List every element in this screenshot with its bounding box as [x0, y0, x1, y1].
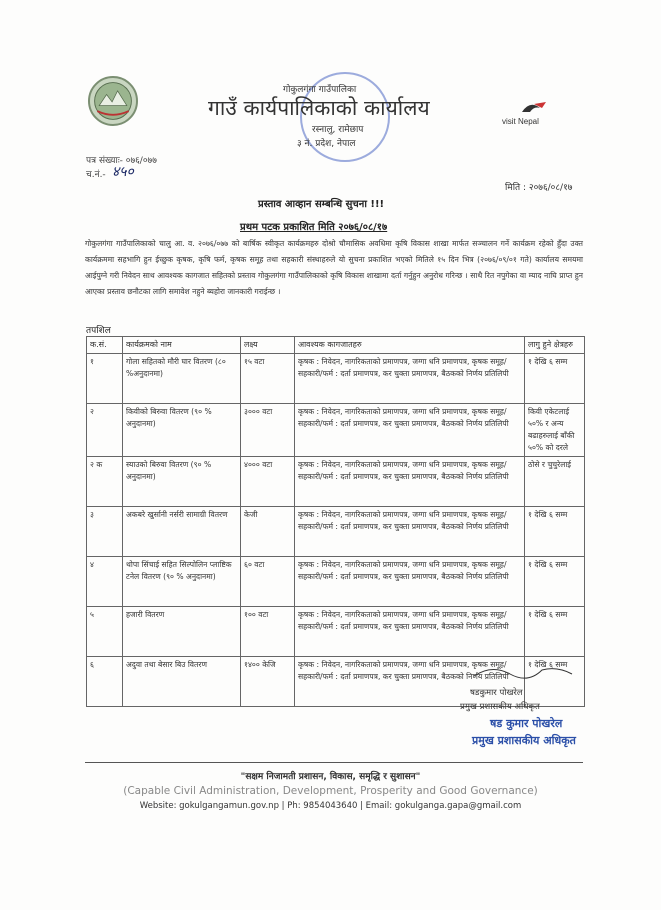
dispatch-number-label: च.नं.-: [86, 170, 106, 180]
footer-english-slogan: (Capable Civil Administration, Development, Prosperity and Good Governance): [123, 785, 538, 797]
cell-program-name: गोला सहितको मौरी घार वितरण (८० %अनुदानमा): [123, 354, 241, 404]
notice-subject: प्रस्ताव आव्हान सम्बन्धि सुचना !!!: [258, 199, 385, 210]
municipality-name: गोकुलगंगा गाउँपालिका: [283, 85, 357, 95]
dispatch-number-handwritten: ४५०: [112, 164, 134, 180]
cell-area: १ देखि ६ सम्म: [525, 507, 585, 557]
cell-target: ६० वटा: [241, 557, 295, 607]
cell-documents: कृषक : निवेदन, नागरिकताको प्रमाणपत्र, जग्गा धनि प्रमाणपत्र, कृषक समूह/सहकारी/फर्म : दर्ता प्रमाणपत्र, कर चुक्ता प्रमाणपत्र, बैठकको निर्णय प्रतिलिपी: [295, 404, 525, 457]
visit-nepal-icon: [500, 98, 560, 128]
letter-date: मिति : २०७६/०८/१७: [505, 183, 573, 193]
cell-documents: कृषक : निवेदन, नागरिकताको प्रमाणपत्र, जग्गा धनि प्रमाणपत्र, कृषक समूह/सहकारी/फर्म : दर्ता प्रमाणपत्र, कर चुक्ता प्रमाणपत्र, बैठकको निर्णय प्रतिलिपी: [295, 457, 525, 507]
footer-divider: [85, 762, 583, 763]
cell-area: किवी एकेटलाई ५०% र अन्य बढाहरुलाई बाँकी ५०% को दरले: [525, 404, 585, 457]
cell-sn: ५: [87, 607, 123, 657]
cell-area: १ देखि ६ सम्म: [525, 557, 585, 607]
stamp-name: षड कुमार पोखरेल: [490, 717, 563, 730]
cell-program-name: हजारी वितरण: [123, 607, 241, 657]
cell-sn: ३: [87, 507, 123, 557]
handwritten-signature: [472, 662, 582, 680]
cell-target: १४०० केजि: [241, 657, 295, 707]
cell-program-name: किवीको बिरुवा वितरण (९० % अनुदानमा): [123, 404, 241, 457]
cell-program-name: थोपा सिंचाई सहित सिल्पोलिन प्लाष्टिक टनेल वितरण (९० % अनुदानमा): [123, 557, 241, 607]
cell-target: ४००० वटा: [241, 457, 295, 507]
cell-documents: कृषक : निवेदन, नागरिकताको प्रमाणपत्र, जग्गा धनि प्रमाणपत्र, कृषक समूह/सहकारी/फर्म : दर्ता प्रमाणपत्र, कर चुक्ता प्रमाणपत्र, बैठकको निर्णय प्रतिलिपी: [295, 557, 525, 607]
cell-program-name: अदुवा तथा बेसार बिउ वितरण: [123, 657, 241, 707]
cell-sn: १: [87, 354, 123, 404]
cell-documents: कृषक : निवेदन, नागरिकताको प्रमाणपत्र, जग्गा धनि प्रमाणपत्र, कृषक समूह/सहकारी/फर्म : दर्ता प्रमाणपत्र, कर चुक्ता प्रमाणपत्र, बैठकको निर्णय प्रतिलिपी: [295, 354, 525, 404]
cell-sn: २ क: [87, 457, 123, 507]
visit-nepal-logo: [500, 98, 560, 128]
header-target: लक्ष्य: [241, 337, 295, 354]
program-table: [86, 336, 585, 707]
table-row: [87, 457, 585, 507]
footer-contact: Website: gokulgangamun.gov.np | Ph: 9854043640 | Email: gokulganga.gapa@gmail.com: [139, 801, 522, 811]
annex-label: तपशिल: [86, 326, 111, 336]
visit-nepal-text: visit Nepal: [502, 117, 539, 126]
cell-program-name: अकबरे खुर्सानी नर्सरी सामाग्री वितरण: [123, 507, 241, 557]
office-title: गाउँ कार्यपालिकाको कार्यालय: [208, 96, 430, 120]
header-program-name: कार्यक्रमको नाम: [123, 337, 241, 354]
table-row: [87, 354, 585, 404]
cell-program-name: स्याउको बिरुवा वितरण (९० % अनुदानमा): [123, 457, 241, 507]
table-row: [87, 507, 585, 557]
cell-sn: ६: [87, 657, 123, 707]
signature-scribble-icon: [472, 662, 582, 680]
table-row: [87, 607, 585, 657]
notice-body: गोकुलगंगा गाउँपालिकाको चालु आ. व. २०७६/०७७ को बार्षिक स्वीकृत कार्यक्रमहरु दोश्रो चौमासिक अवधिमा कृषि विकास शाखा मार्फत सञ्चालन गर्ने कार्यक्रम रहेको हुँदा उक्त कार्यक्रममा सहभागि हुन ईच्छुक कृषक, कृषि फर्म, कृषक समूह तथा सहकारी संस्थाहरुले यो सुचना प्रकाशित भएको मितिले १५ दिन भित्र (२०७६/०९/०१ गते) कार्यालय समयमा आईपुग्ने गरी निवेदन साथ आवश्यक कागजात सहितको प्रस्ताव गोकुलगंगा गाउँपालिकाको कृषि विकास शाखामा दर्ता गर्नुहुन अनुरोध गरिन्छ । साथै रित नपुगेका वा म्याद नाघि प्राप्त हुन आएका प्रस्ताव छनौटका लागि समावेश नहुने ब्यहोरा जानकारी गराईन्छ ।: [85, 239, 583, 296]
cell-area: १ देखि ६ सम्म: [525, 607, 585, 657]
cell-area: ठोसे र चुचुरेलाई: [525, 457, 585, 507]
emblem-icon: [90, 78, 136, 124]
address-line1: रस्नालु, रामेछाप: [312, 125, 364, 135]
cell-documents: कृषक : निवेदन, नागरिकताको प्रमाणपत्र, जग्गा धनि प्रमाणपत्र, कृषक समूह/सहकारी/फर्म : दर्ता प्रमाणपत्र, कर चुक्ता प्रमाणपत्र, बैठकको निर्णय प्रतिलिपी: [295, 657, 525, 707]
signatory-title: प्रमुख प्रशासकीय अधिकृत: [460, 702, 540, 712]
cell-documents: कृषक : निवेदन, नागरिकताको प्रमाणपत्र, जग्गा धनि प्रमाणपत्र, कृषक समूह/सहकारी/फर्म : दर्ता प्रमाणपत्र, कर चुक्ता प्रमाणपत्र, बैठकको निर्णय प्रतिलिपी: [295, 507, 525, 557]
header-sn: क.सं.: [87, 337, 123, 354]
cell-sn: ४: [87, 557, 123, 607]
address-line2: ३ नं. प्रदेश, नेपाल: [297, 139, 356, 149]
cell-sn: २: [87, 404, 123, 457]
table-header-row: [87, 337, 585, 354]
table-row: [87, 404, 585, 457]
first-published-date: प्रथम पटक प्रकाशित मिति २०७६/०८/१७: [240, 222, 388, 233]
reference-number: पत्र संख्याः- ०७६/०७७: [86, 156, 157, 166]
cell-target: १०० वटा: [241, 607, 295, 657]
cell-target: १५ वटा: [241, 354, 295, 404]
table-row: [87, 557, 585, 607]
stamp-title: प्रमुख प्रशासकीय अधिकृत: [472, 734, 576, 747]
cell-documents: कृषक : निवेदन, नागरिकताको प्रमाणपत्र, जग्गा धनि प्रमाणपत्र, कृषक समूह/सहकारी/फर्म : दर्ता प्रमाणपत्र, कर चुक्ता प्रमाणपत्र, बैठकको निर्णय प्रतिलिपी: [295, 607, 525, 657]
cell-target: केजी: [241, 507, 295, 557]
cell-target: ३००० वटा: [241, 404, 295, 457]
nepal-government-emblem: [88, 76, 138, 126]
signatory-name: षडकुमार पोखरेल: [470, 688, 523, 698]
header-area: लागु हुने क्षेत्रहरु: [525, 337, 585, 354]
cell-area: १ देखि ६ सम्म: [525, 657, 585, 707]
cell-area: १ देखि ६ सम्म: [525, 354, 585, 404]
header-documents: आवश्यक कागजातहरु: [295, 337, 525, 354]
footer-slogan: "सक्षम निजामती प्रशासन, विकास, समृद्धि र सुशासन": [240, 772, 421, 782]
